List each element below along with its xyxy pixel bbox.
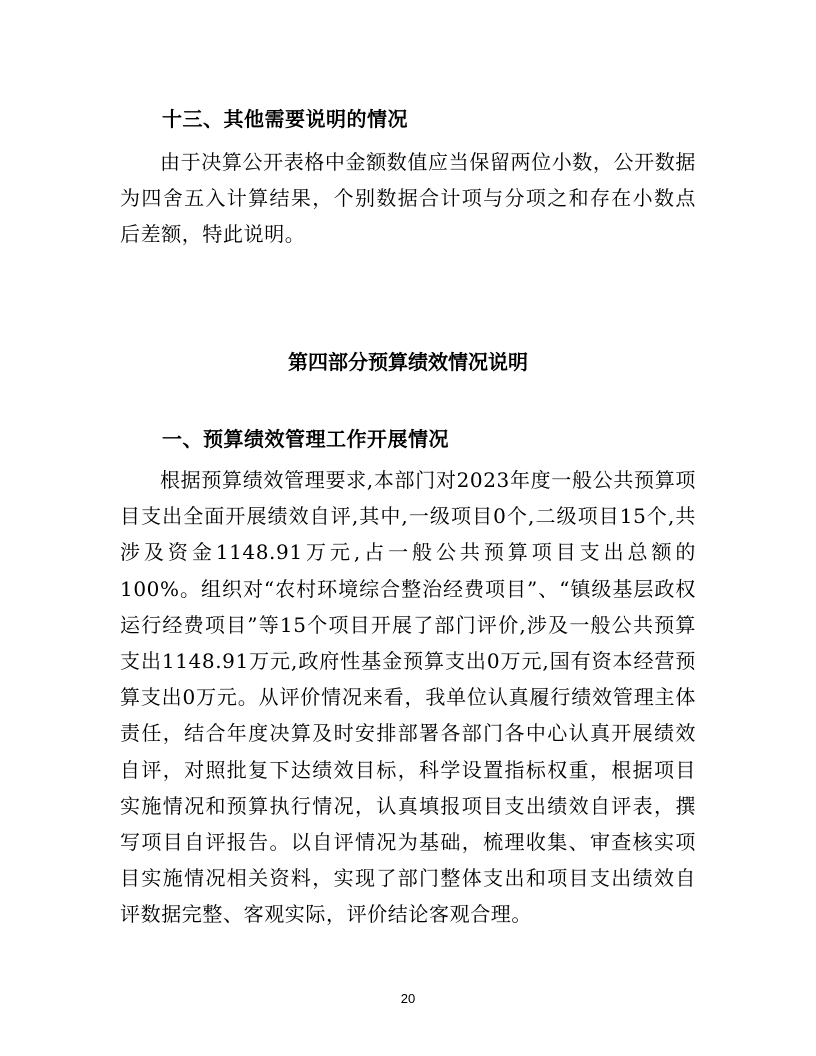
part-four-title: 第四部分预算绩效情况说明: [288, 350, 528, 374]
page-number: 20: [400, 991, 416, 1006]
section-13-heading: 十三、其他需要说明的情况: [162, 107, 408, 131]
section-1-paragraph: 根据预算绩效管理要求,本部门对2023年度一般公共预算项目支出全面开展绩效自评,其中,一级项目0个,二级项目15个,共涉及资金1148.91万元,占一般公共预算项目支出总额的100%。组织对“农村环境综合整治经费项目”、“镇级基层政权运行经费项目”等15个项目开展了部门评价,涉及一般公共预算支出1148.91万元,政府性基金预算支出0万元,国有资本经营预算支出0万元。从评价情况来看，我单位认真履行绩效管理主体责任，结合年度决算及时安排部署各部门各中心认真开展绩效自评，对照批复下达绩效目标，科学设置指标权重，根据项目实施情况和预算执行情况，认真填报项目支出绩效自评表，撰写项目自评报告。以自评情况为基础，梳理收集、审查核实项目实施情况相关资料，实现了部门整体支出和项目支出绩效自评数据完整、客观实际，评价结论客观合理。: [120, 468, 696, 927]
section-1-heading: 一、预算绩效管理工作开展情况: [162, 427, 449, 451]
section-13-paragraph: 由于决算公开表格中金额数值应当保留两位小数，公开数据为四舍五入计算结果，个别数据合计项与分项之和存在小数点后差额，特此说明。: [120, 150, 696, 247]
